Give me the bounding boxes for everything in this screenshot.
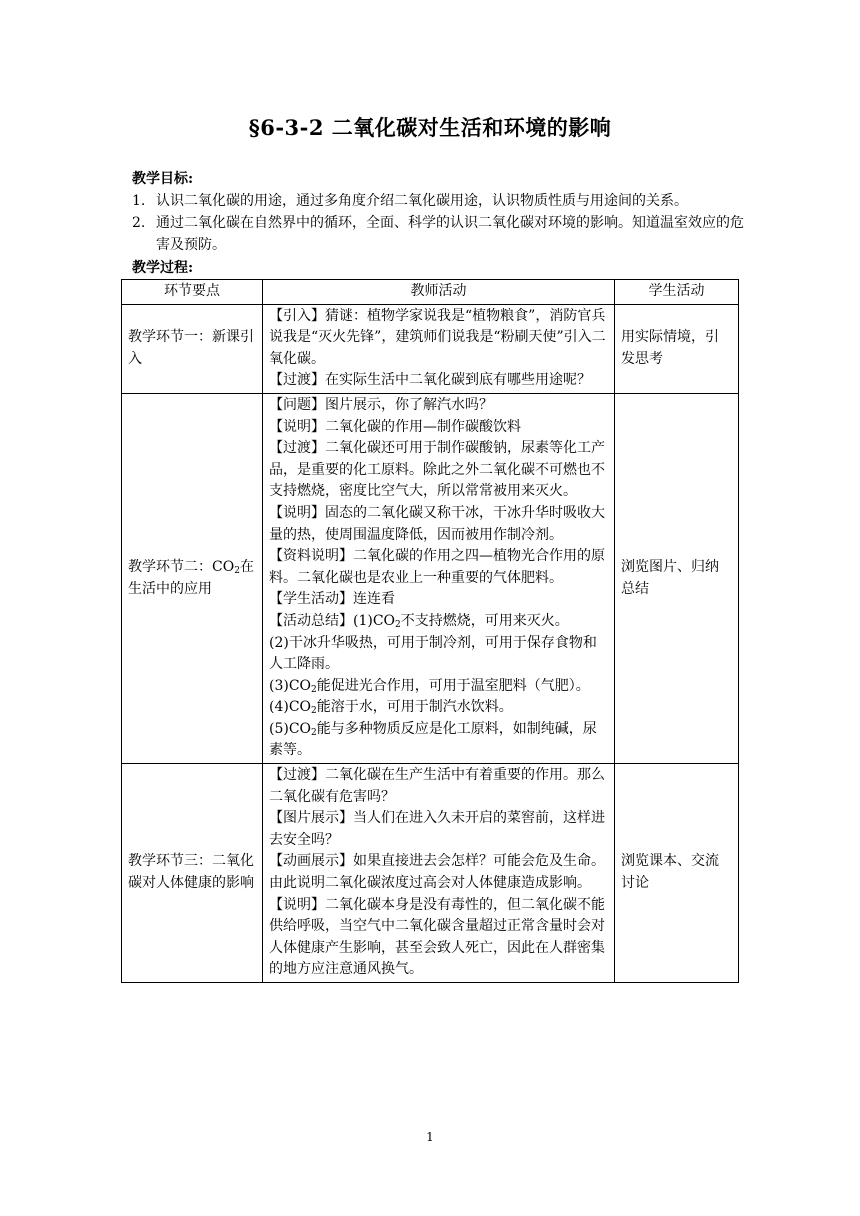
- summary-text: (2)干冰升华吸热，可用于制冷剂，可用于保存食物和人工降雨。: [269, 634, 597, 673]
- summary-text: (3)CO: [269, 677, 312, 694]
- teacher-activity-line: 【说明】固态的二氧化碳又称干冰，干冰升华时吸收大量的热，使周围温度降低，因而被用作制冷剂。: [269, 504, 605, 543]
- column-header: 学生活动: [615, 280, 739, 305]
- subscript: 2: [311, 727, 317, 738]
- teacher-activity-line: 【过渡】二氧化碳在生产生活中有着重要的作用。那么二氧化碳有危害吗？: [269, 767, 605, 805]
- teacher-activity-line: 【动画展示】如果直接进去会怎样？可能会危及生命。由此说明二氧化碳浓度过高会对人体健康造成影响。: [269, 853, 605, 892]
- table-row: [122, 393, 739, 763]
- page-title: §6-3-2 二氧化碳对生活和环境的影响: [248, 115, 612, 140]
- section-cell: 教学环节一：新课引入: [122, 304, 263, 393]
- objective-item: [132, 190, 752, 212]
- teacher-activity-cell: [263, 393, 615, 763]
- section-cell: 教学环节三：二氧化碳对人体健康的影响: [122, 764, 263, 983]
- page-number: 1: [426, 1130, 434, 1144]
- teacher-activity-line: 【引入】猜谜：植物学家说我是“植物粮食”，消防官兵说我是“灭火先锋”，建筑师们说我是“粉刷天使”引入二氧化碳。: [269, 307, 606, 367]
- objective-text: 认识二氧化碳的用途，通过多角度介绍二氧化碳用途，认识物质性质与用途间的关系。: [156, 193, 688, 209]
- summary-line: [269, 697, 608, 719]
- teacher-activity-line: 【说明】二氧化碳本身是没有毒性的，但二氧化碳不能供给呼吸，当空气中二氧化碳含量超过正常含量时会对人体健康产生影响，甚至会致人死亡，因此在人群密集的地方应注意通风换气。: [269, 896, 605, 978]
- teacher-activity-line: 【说明】二氧化碳的作用—制作碳酸饮料: [269, 418, 521, 435]
- table-header-row: [122, 280, 739, 305]
- summary-text: (5)CO: [269, 720, 312, 737]
- teacher-activity-line: 【问题】图片展示，你了解汽水吗？: [269, 396, 493, 413]
- teacher-activity-cell: [263, 304, 615, 393]
- subscript: 2: [311, 706, 317, 717]
- subscript: 2: [311, 684, 317, 695]
- teaching-process-table: [121, 279, 739, 983]
- teacher-activity-line: 【图片展示】当人们在进入久未开启的菜窖前，这样进去安全吗？: [269, 810, 605, 848]
- summary-line: [269, 719, 608, 762]
- student-activity-cell: 浏览图片、归纳总结: [615, 393, 739, 763]
- teacher-activity-line: 【过渡】二氧化碳还可用于制作碳酸钠，尿素等化工产品，是重要的化工原料。除此之外二氧化碳不可燃也不支持燃烧，密度比空气大，所以常常被用来灭火。: [269, 440, 605, 500]
- table-row: [122, 764, 739, 983]
- teacher-activity-cell: [263, 764, 615, 983]
- section-cell: [122, 393, 263, 763]
- objective-number: 1.: [132, 193, 146, 209]
- table-row: [122, 304, 739, 393]
- summary-line: [269, 676, 608, 698]
- summary-text: 不支持燃烧，可用来灭火。: [400, 612, 569, 629]
- section-text: 教学环节二：CO: [128, 558, 235, 575]
- summary-text: 能与多种物质反应是化工原料，如制纯碱，尿素等。: [269, 720, 597, 759]
- objective-number: 2.: [132, 215, 146, 231]
- objective-text: 通过二氧化碳在自然界中的循环，全面、科学的认识二氧化碳对环境的影响。知道温室效应的危害及预防。: [156, 215, 744, 253]
- objective-item: [132, 212, 752, 256]
- subscript: 2: [395, 619, 401, 630]
- teacher-activity-line: 【资料说明】二氧化碳的作用之四—植物光合作用的原料。二氧化碳也是农业上一种重要的气体肥料。: [269, 548, 605, 586]
- column-header: 教师活动: [263, 280, 615, 305]
- summary-line: [269, 633, 608, 676]
- student-activity-cell: 浏览课本、交流讨论: [615, 764, 739, 983]
- objectives-heading: 教学目标:: [132, 171, 194, 187]
- summary-text: 能促进光合作用，可用于温室肥料（气肥）。: [316, 677, 590, 694]
- teacher-activity-line: 【学生活动】连连看: [269, 591, 395, 608]
- summary-line: [269, 611, 608, 633]
- process-heading: 教学过程:: [132, 260, 194, 276]
- student-activity-cell: 用实际情境，引发思考: [615, 304, 739, 393]
- summary-text: 【活动总结】(1)CO: [269, 612, 396, 629]
- teacher-activity-line: 【过渡】在实际生活中二氧化碳到底有哪些用途呢？: [269, 372, 591, 389]
- section-text: 在生活中的应用: [128, 558, 254, 597]
- subscript: 2: [234, 565, 240, 576]
- summary-text: 能溶于水，可用于制汽水饮料。: [316, 699, 513, 716]
- objectives-list: [132, 190, 752, 256]
- summary-text: (4)CO: [269, 699, 312, 716]
- column-header: 环节要点: [122, 280, 263, 305]
